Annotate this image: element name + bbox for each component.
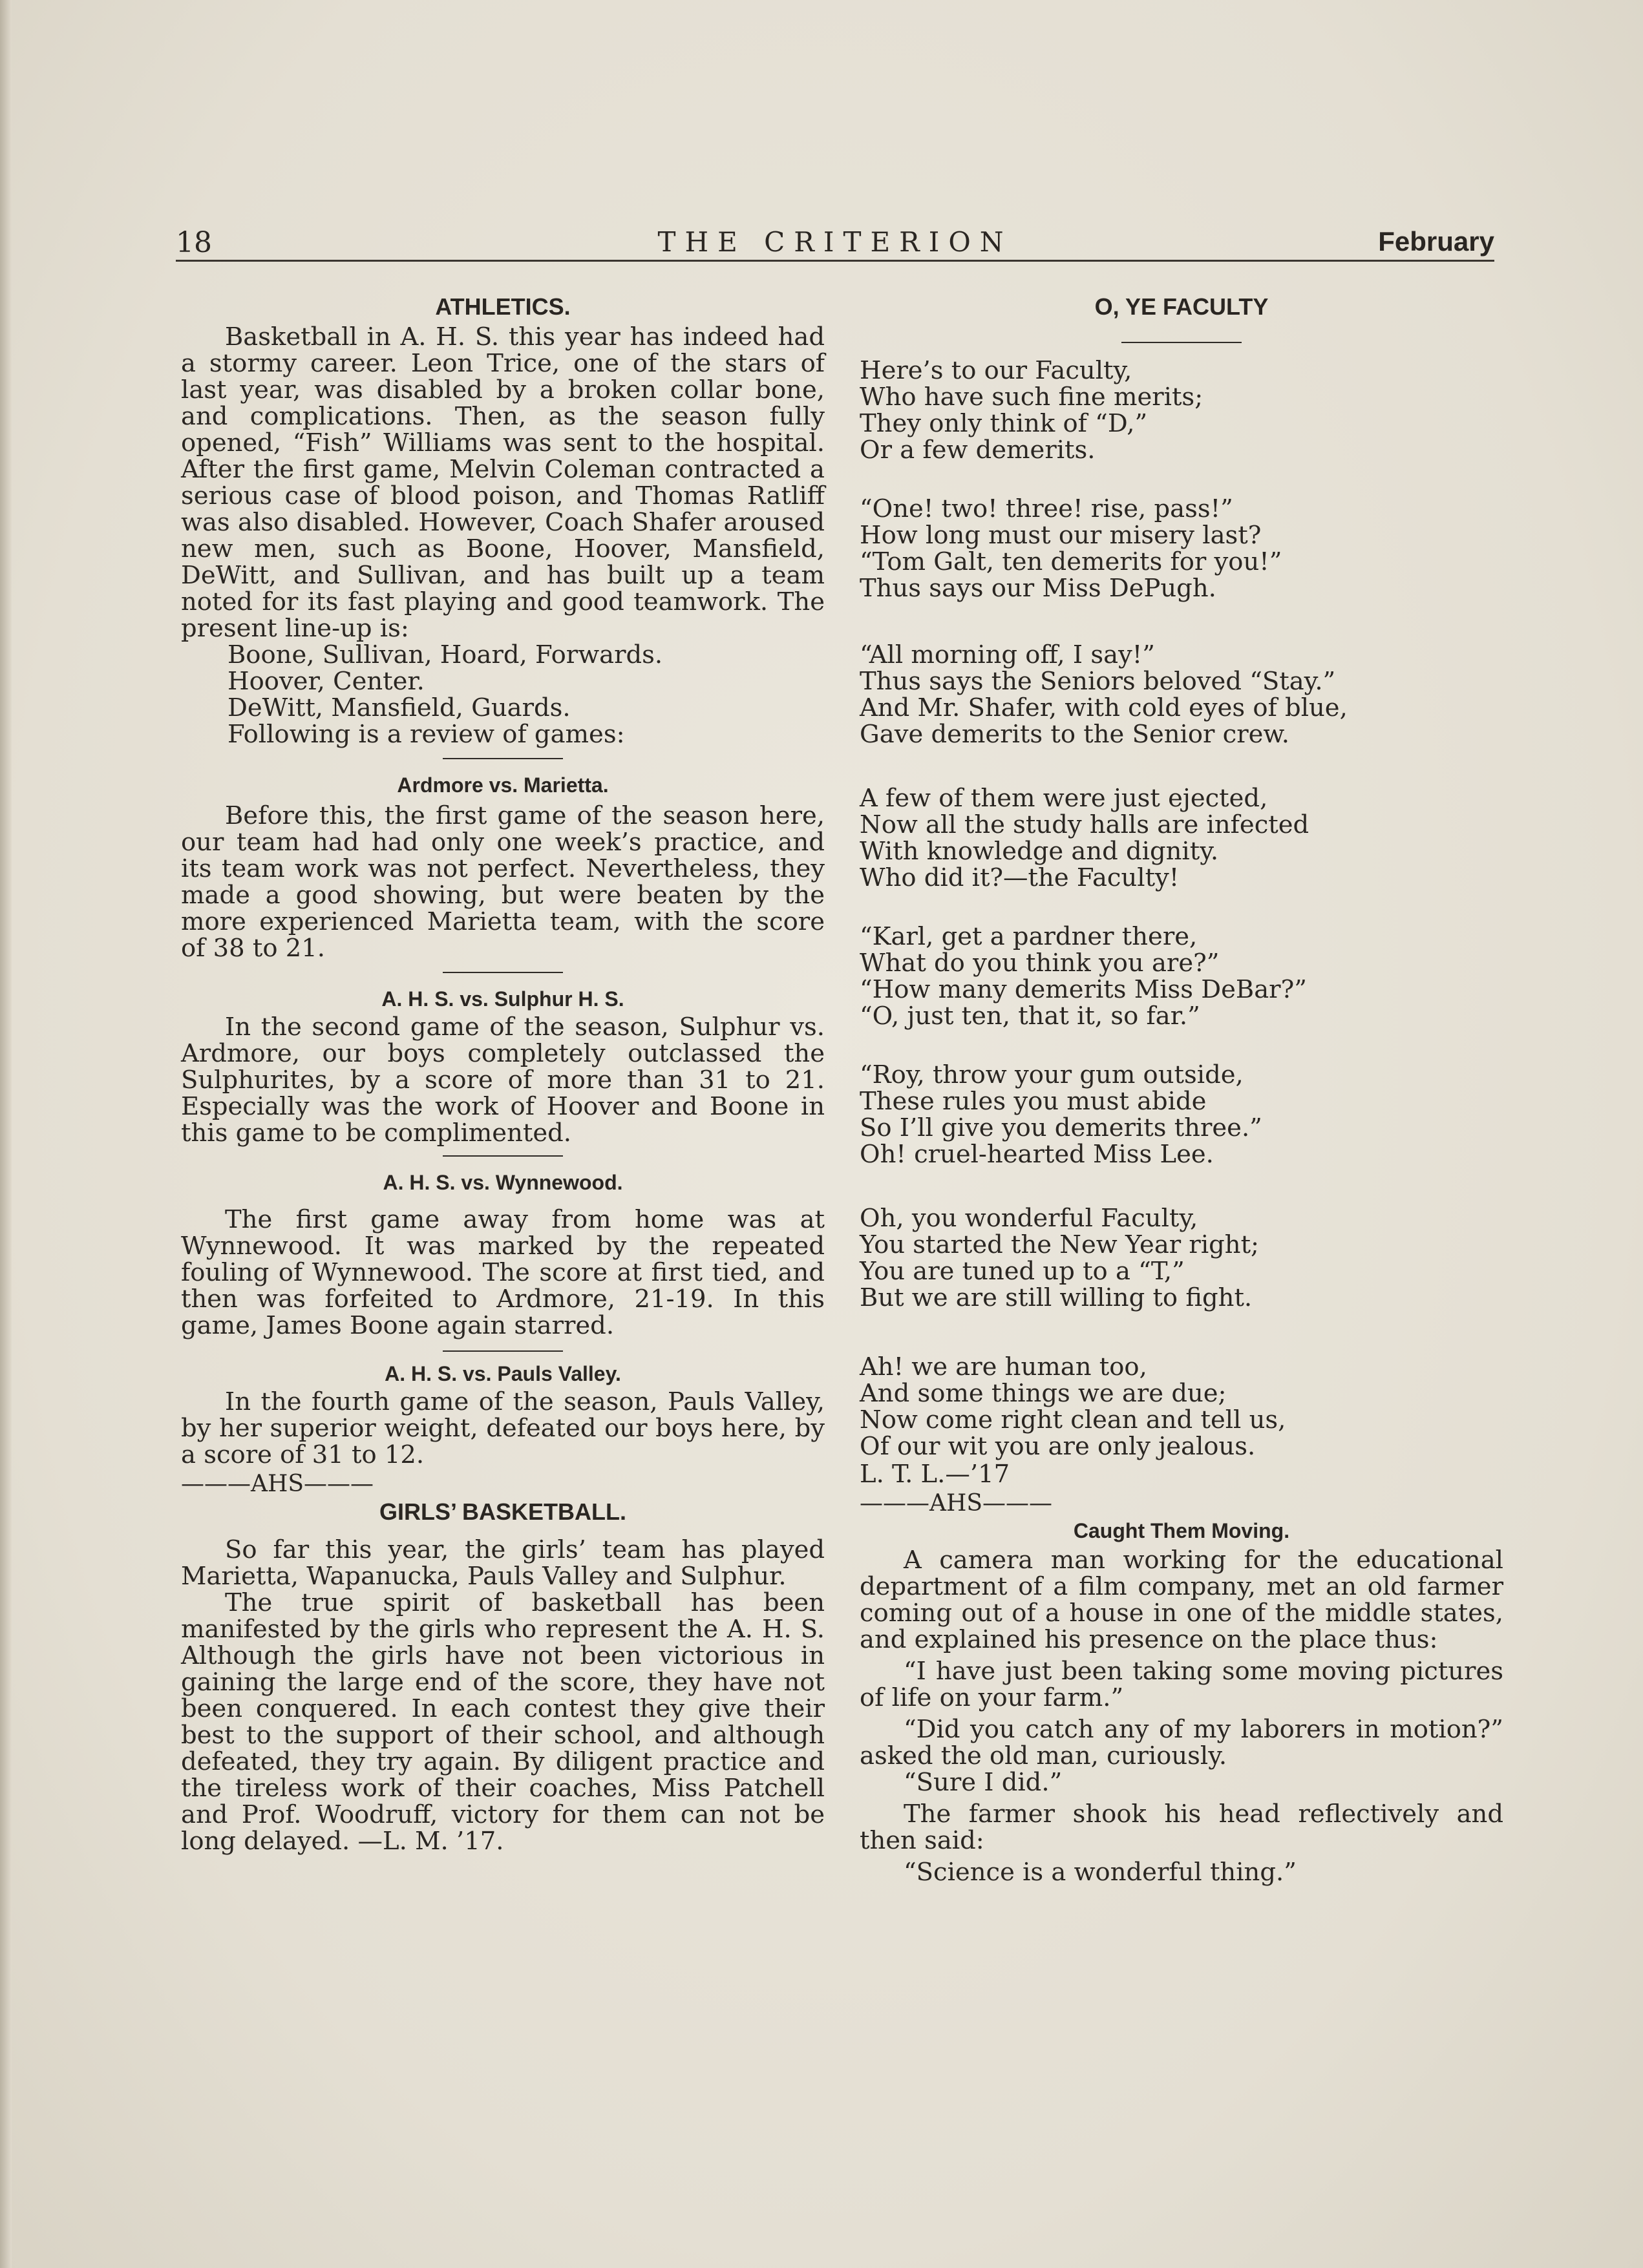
publication-title: THE CRITERION: [657, 226, 1013, 258]
anecdote-paragraph: A camera man working for the educational department of a film company, met an old farmer coming out of a house in one of the middle states, and explained his presence on the place thus:: [860, 1546, 1503, 1654]
poem-stanza: [860, 785, 1503, 891]
page-edge-shadow: [0, 0, 12, 2268]
issue-month: February: [1378, 226, 1494, 257]
poem-line: “All morning off, I say!”: [860, 640, 1155, 669]
game-report: In the fourth game of the season, Pauls Valley, by her superior weight, defeated our boys here, by a score of 31 to 12.: [181, 1387, 825, 1469]
divider: [1121, 342, 1242, 343]
poem-stanza: [860, 642, 1503, 748]
divider: [443, 1155, 563, 1157]
header-rule: [176, 260, 1494, 262]
poem-line: Of our wit you are only jealous.: [860, 1432, 1256, 1461]
girls-paragraph: So far this year, the girls’ team has played Marietta, Wapanucka, Pauls Valley and Sulphur.: [181, 1535, 825, 1591]
game-title: A. H. S. vs. Wynnewood.: [383, 1171, 623, 1194]
poem-line: How long must our misery last?: [860, 521, 1262, 550]
anecdote-paragraph: “Sure I did.”: [904, 1768, 1063, 1797]
poem-line: So I’ll give you demerits three.”: [860, 1113, 1262, 1142]
divider: [443, 1350, 563, 1352]
poem-line: You started the New Year right;: [860, 1230, 1260, 1259]
anecdote-paragraph: “Science is a wonderful thing.”: [904, 1858, 1297, 1887]
girls-basketball-title: GIRLS’ BASKETBALL.: [379, 1498, 626, 1525]
poem-line: “How many demerits Miss DeBar?”: [860, 975, 1307, 1004]
lineup-guards: DeWitt, Mansfield, Guards.: [228, 693, 571, 722]
poem-line: “Roy, throw your gum outside,: [860, 1060, 1244, 1089]
game-title: A. H. S. vs. Pauls Valley.: [385, 1362, 621, 1385]
lineup-forwards: Boone, Sullivan, Hoard, Forwards.: [228, 640, 663, 669]
poem-stanza: [860, 1062, 1503, 1168]
poem-stanza: [860, 1354, 1503, 1460]
girls-paragraph: The true spirit of basketball has been manifested by the girls who represent the A. H. S. Although the girls have not been victorious in gaining the large end of the score, they have not been conquered. In each contest they give their best to the support of their school, and although defeated, they try again. By diligent practice and the tireless work of their coaches, Miss Patchell and Prof. Woodruff, victory for them can not be long delayed. —L. M. ’17.: [181, 1588, 825, 1856]
poem-line: They only think of “D,”: [860, 409, 1148, 438]
anecdote-paragraph: “I have just been taking some moving pictures of life on your farm.”: [860, 1657, 1503, 1712]
game-report: Before this, the first game of the season here, our team had had only one week’s practice, and its team work was not perfect. Nevertheless, they made a good showing, but were beaten by the more experienced Marietta team, with the score of 38 to 21.: [181, 801, 825, 963]
game-title: A. H. S. vs. Sulphur H. S.: [381, 987, 624, 1011]
anecdote-title: Caught Them Moving.: [1073, 1519, 1290, 1542]
poem-line: Here’s to our Faculty,: [860, 356, 1132, 385]
poem-line: Now come right clean and tell us,: [860, 1405, 1286, 1434]
anecdote-paragraph: The farmer shook his head reflectively and then said:: [860, 1800, 1503, 1855]
poem-stanza: [860, 923, 1503, 1029]
poem-line: “One! two! three! rise, pass!”: [860, 494, 1233, 523]
athletics-intro: Basketball in A. H. S. this year has indeed had a stormy career. Leon Trice, one of the stars of last year, was disabled by a broken collar bone, and complications. Then, as the season fully opened, “Fish” Williams was sent to the hospital. After the first game, Melvin Coleman contracted a serious case of blood poison, and Thomas Ratliff was also disabled. However, Coach Shafer aroused new men, such as Boone, Hoover, Mansfield, DeWitt, and Sullivan, and has built up a team noted for its fast playing and good teamwork. The present line-up is:: [181, 322, 825, 643]
poem-line: What do you think you are?”: [860, 949, 1220, 978]
anecdote-paragraph: “Did you catch any of my laborers in motion?” asked the old man, curiously.: [860, 1715, 1503, 1770]
poem-line: “Karl, get a pardner there,: [860, 922, 1198, 951]
poem-line: “Tom Galt, ten demerits for you!”: [860, 547, 1282, 576]
poem-line: Ah! we are human too,: [860, 1352, 1147, 1381]
game-report: In the second game of the season, Sulphur vs. Ardmore, our boys completely outclassed the Sulphurites, by a score of more than 31 to 21. Especially was the work of Hoover and Boone in this game to be complimented.: [181, 1013, 825, 1148]
page-number: 18: [176, 226, 212, 259]
divider: [443, 758, 563, 759]
poem-line: And some things we are due;: [860, 1379, 1227, 1408]
poem-line: Gave demerits to the Senior crew.: [860, 720, 1290, 749]
poem-line: Oh, you wonderful Faculty,: [860, 1204, 1198, 1233]
poem-line: But we are still willing to fight.: [860, 1283, 1253, 1312]
running-head: [176, 226, 1494, 262]
poem-line: A few of them were just ejected,: [860, 784, 1268, 813]
poem-line: You are tuned up to a “T,”: [860, 1257, 1185, 1286]
poem-line: Thus says our Miss DePugh.: [860, 574, 1216, 603]
review-intro: Following is a review of games:: [228, 720, 625, 749]
right-column: [860, 284, 1503, 1885]
poem-title: O, YE FACULTY: [1094, 293, 1269, 320]
poem-stanza: [860, 357, 1503, 463]
poem-line: Thus says the Seniors beloved “Stay.”: [860, 667, 1336, 696]
poem-line: “O, just ten, that it, so far.”: [860, 1002, 1200, 1031]
poem-line: Who have such fine merits;: [860, 383, 1203, 412]
ahs-separator: ———AHS———: [860, 1490, 1053, 1517]
poem-stanza: [860, 1205, 1503, 1311]
game-title: Ardmore vs. Marietta.: [397, 773, 609, 797]
divider: [443, 972, 563, 973]
left-column: [181, 284, 825, 1854]
poem-line: Or a few demerits.: [860, 436, 1096, 465]
poem-stanza: [860, 496, 1503, 602]
athletics-title: ATHLETICS.: [435, 293, 571, 320]
lineup-center: Hoover, Center.: [228, 667, 425, 696]
ahs-separator: ———AHS———: [181, 1471, 374, 1497]
poem-line: Oh! cruel-hearted Miss Lee.: [860, 1140, 1214, 1169]
game-report: The first game away from home was at Wynnewood. It was marked by the repeated fouling of Wynnewood. The score at first tied, and then was forfeited to Ardmore, 21-19. In this game, James Boone again starred.: [181, 1205, 825, 1340]
poem-signature: L. T. L.—’17: [860, 1460, 1010, 1489]
poem-line: With knowledge and dignity.: [860, 837, 1219, 866]
poem-line: Who did it?—the Faculty!: [860, 863, 1180, 892]
poem-line: These rules you must abide: [860, 1087, 1207, 1116]
poem-line: And Mr. Shafer, with cold eyes of blue,: [860, 693, 1348, 722]
poem-line: Now all the study halls are infected: [860, 810, 1309, 839]
